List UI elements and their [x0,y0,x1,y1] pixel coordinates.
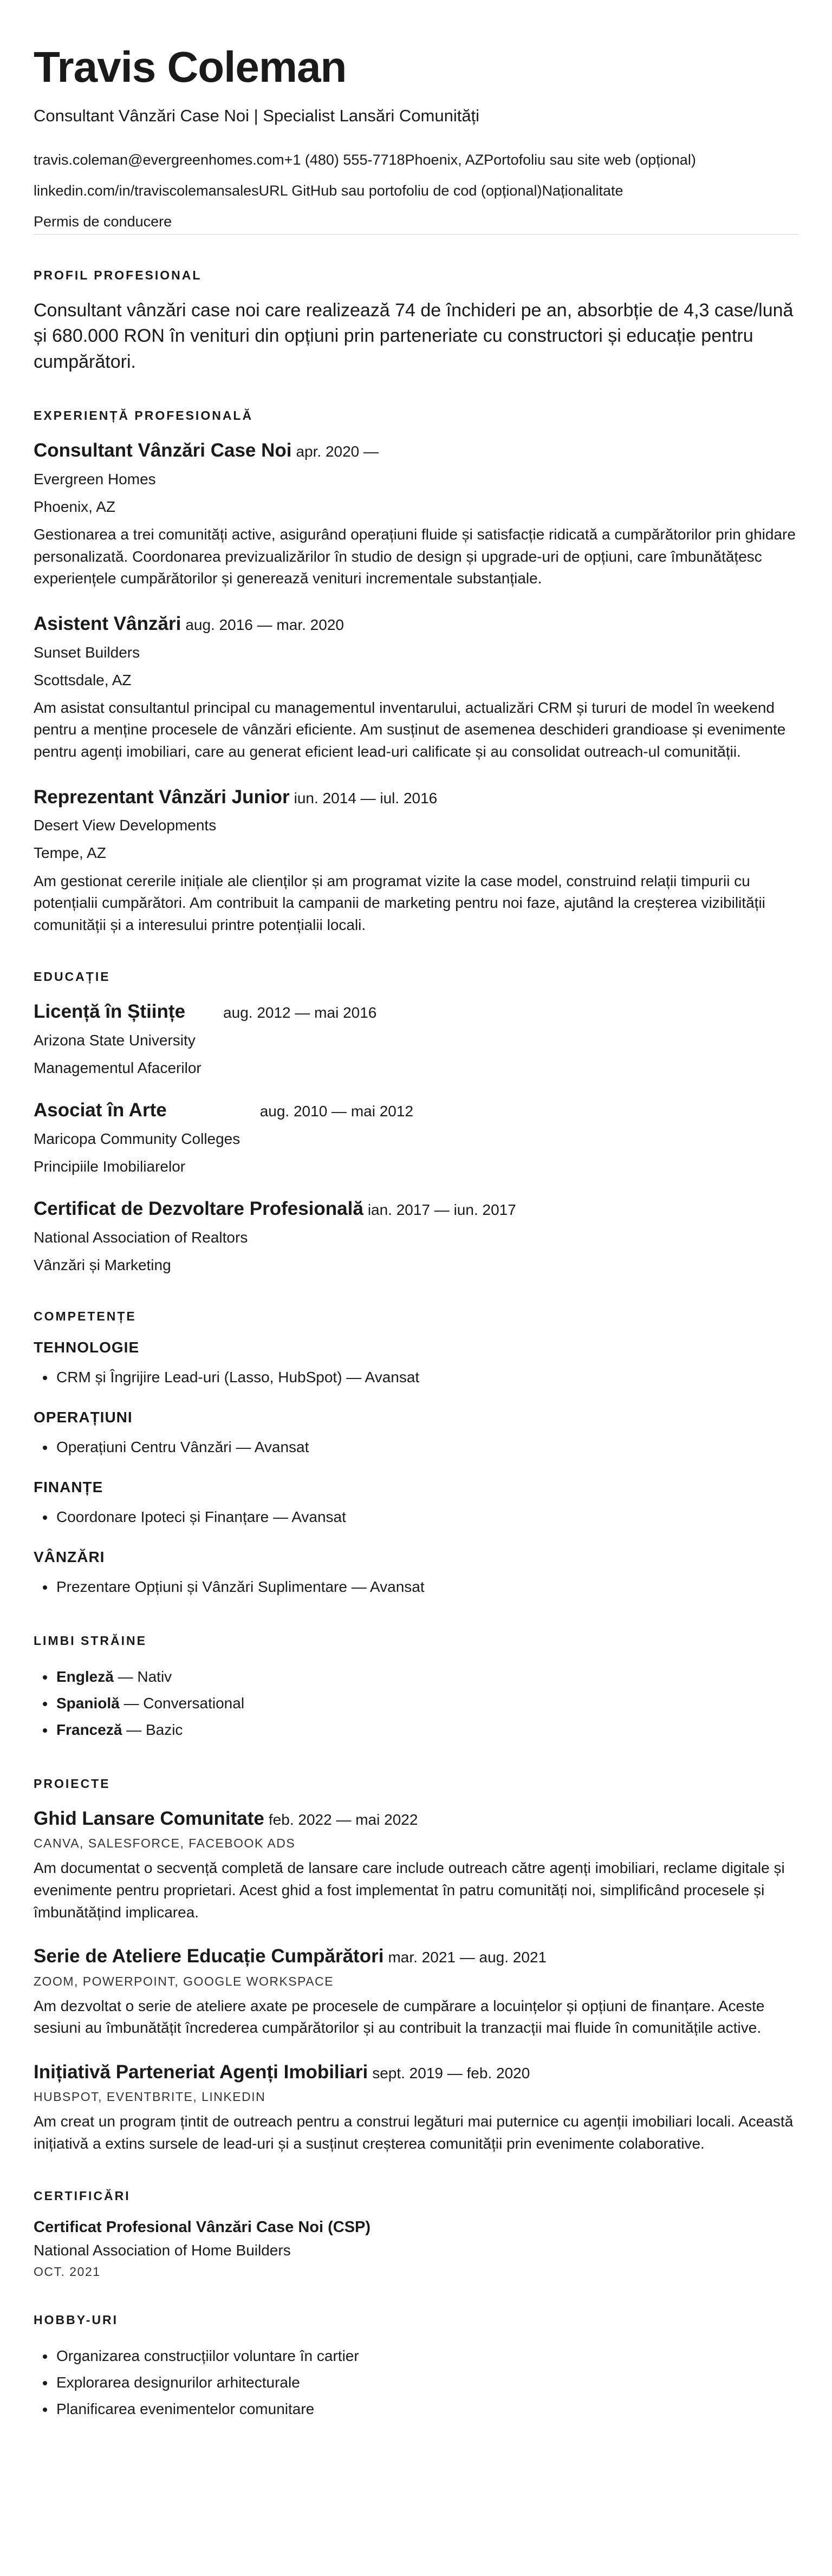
skills-section [34,1309,798,1600]
job-company: Evergreen Homes [34,470,156,487]
language-level: — Conversational [119,1694,245,1712]
skill-category-title: TEHNOLOGIE [34,1338,140,1356]
project-item [34,2060,798,2155]
languages-section [34,1634,798,1743]
skill-item: • Operațiuni Centru Vânzări — Avansat [55,1434,798,1460]
projects-heading: PROIECTE [34,1776,110,1791]
experience-item [34,612,798,763]
skill-list [34,1364,798,1390]
resume-header [34,45,798,235]
project-item [34,1806,798,1923]
skill-item: • Coordonare Ipoteci și Finanțare — Avansat [55,1504,798,1530]
language-name: Spaniolă [56,1694,120,1712]
projects-section [34,1777,798,2155]
hobby-list [34,2343,798,2422]
contact-line-3: Permis de conducere [34,213,172,230]
project-date: sept. 2019 — feb. 2020 [372,2064,530,2081]
project-tech: ZOOM, POWERPOINT, GOOGLE WORKSPACE [34,1974,334,1988]
summary-text: Consultant vânzări case noi care realizează 74 de închideri pe an, absorbție de 4,3 case/lună și 680.000 RON în venituri din opțiuni prin parteneriate cu constructori și educație pentru cumpărători. [34,300,794,372]
experience-item [34,785,798,936]
project-title: Ghid Lansare Comunitate [34,1807,264,1829]
contact-line-1: travis.coleman@evergreenhomes.com+1 (480) 555-7718Phoenix, AZPortofoliu sau site web (opțional) [34,152,696,168]
skill-category-title: FINANȚE [34,1478,103,1495]
degree-title: Licență în Științe [34,1001,186,1023]
skill-list [34,1504,798,1530]
job-description: Gestionarea a trei comunități active, asigurând operațiuni fluide și satisfacție ridicată a cumpărătorilor prin ghidare personalizată. Coordonarea previzualizărilor în studio de design și upgrade-uri de opțiuni, care îmbunătățesc experiențele cumpărătorilor și generează venituri incrementale substanțiale. [34,526,796,587]
contact-line-2: linkedin.com/in/traviscolemansalesURL GitHub sau portofoliu de cod (opțional)Naționalitate [34,183,623,199]
school-name: National Association of Realtors [34,1228,248,1246]
job-description: Am gestionat cererile inițiale ale clienților și am programat vizite la case model, construind relații timpurii cu potențialii cumpărători. Am contribuit la campanii de marketing pentru noi faze, ajutând la creșterea vizibilității comunității și a interesului printre potențialii locali. [34,872,765,933]
study-field: Vânzări și Marketing [34,1256,171,1273]
project-date: mar. 2021 — aug. 2021 [388,1949,547,1966]
job-description: Am asistat consultantul principal cu managementul inventarului, actualizări CRM și tururi de model în weekend pentru a menține procesele de vânzări eficiente. Am susținut de asemenea deschideri grandioase și evenimente pentru agenți imobiliari, care au generat eficient lead-uri calificate și au consolidat outreach-ul comunității. [34,699,786,760]
skill-item: • Prezentare Opțiuni și Vânzări Suplimentare — Avansat [55,1573,798,1600]
skill-category-title: OPERAȚIUNI [34,1408,133,1426]
education-item [34,1196,798,1276]
education-section [34,970,798,1276]
project-tech: HUBSPOT, EVENTBRITE, LINKEDIN [34,2090,266,2104]
job-location: Scottsdale, AZ [34,671,132,688]
education-item [34,999,798,1078]
job-date: iun. 2014 — iul. 2016 [294,789,438,806]
degree-title: Certificat de Dezvoltare Profesională [34,1198,363,1220]
certification-name: Certificat Profesional Vânzări Case Noi (CSP) [34,2218,371,2236]
experience-section [34,408,798,936]
candidate-name: Travis Coleman [34,43,347,91]
degree-title: Asociat în Arte [34,1100,167,1121]
skill-category-title: VÂNZĂRI [34,1548,105,1565]
hobbies-section [34,2313,798,2422]
skill-list [34,1434,798,1460]
summary-section [34,268,798,375]
candidate-headline: Consultant Vânzări Case Noi | Specialist Lansări Comunități [34,106,480,125]
certification-date: OCT. 2021 [34,2264,101,2279]
project-date: feb. 2022 — mai 2022 [268,1811,418,1828]
study-field: Principiile Imobiliarelor [34,1157,186,1175]
language-item [55,1716,798,1743]
project-tech: CANVA, SALESFORCE, FACEBOOK ADS [34,1836,296,1851]
language-name: Franceză [56,1721,122,1738]
skills-heading: COMPETENȚE [34,1309,136,1323]
project-description: Am documentat o secvență completă de lansare care include outreach către agenți imobiliari, reclame digitale și evenimente pentru proprietari. Acest ghid a fost implementat în patru comunități noi, simplificând procesele și îmbunătățind implicarea. [34,1859,785,1921]
certification-issuer: National Association of Home Builders [34,2241,291,2259]
education-item [34,1098,798,1177]
language-list [34,1663,798,1743]
language-item [55,1663,798,1690]
certifications-section [34,2189,798,2279]
languages-heading: LIMBI STRĂINE [34,1633,147,1648]
hobby-item: • Explorarea designurilor arhitecturale [55,2369,798,2396]
hobby-item: • Planificarea evenimentelor comunitare [55,2396,798,2422]
project-title: Serie de Ateliere Educație Cumpărători [34,1946,384,1967]
language-level: — Nativ [113,1668,172,1685]
school-name: Maricopa Community Colleges [34,1130,240,1147]
project-title: Inițiativă Parteneriat Agenți Imobiliari [34,2061,368,2083]
skill-list [34,1573,798,1600]
job-title: Asistent Vânzări [34,613,181,635]
header-divider [34,234,798,235]
degree-date: aug. 2012 — mai 2016 [223,1004,377,1022]
job-company: Desert View Developments [34,817,217,834]
language-level: — Bazic [122,1721,183,1738]
language-name: Engleză [56,1668,114,1685]
degree-date: aug. 2010 — mai 2012 [259,1103,414,1120]
job-title: Consultant Vânzări Case Noi [34,440,292,461]
job-location: Tempe, AZ [34,844,106,862]
hobbies-heading: HOBBY-URI [34,2312,119,2327]
language-item [55,1690,798,1716]
job-title: Reprezentant Vânzări Junior [34,786,290,808]
skill-item: • CRM și Îngrijire Lead-uri (Lasso, HubSpot) — Avansat [55,1364,798,1390]
job-location: Phoenix, AZ [34,498,115,516]
school-name: Arizona State University [34,1031,196,1049]
certifications-heading: CERTIFICĂRI [34,2188,131,2203]
experience-heading: EXPERIENȚĂ PROFESIONALĂ [34,408,253,423]
project-item [34,1944,798,2039]
summary-heading: PROFIL PROFESIONAL [34,268,202,282]
project-description: Am creat un program țintit de outreach pentru a construi legături mai puternice cu agenții imobiliari locali. Această inițiativă a extins sursele de lead-uri și a susținut creșterea comunității prin evenimente colaborative. [34,2113,794,2152]
education-heading: EDUCAȚIE [34,970,110,984]
hobby-item: • Organizarea construcțiilor voluntare în cartier [55,2343,798,2369]
job-date: apr. 2020 — [296,443,379,460]
job-company: Sunset Builders [34,643,140,661]
certification-item [34,2219,798,2279]
experience-item [34,438,798,590]
project-description: Am dezvoltat o serie de ateliere axate pe procesele de cumpărare a locuințelor și opțiuni de finanțare. Aceste sesiuni au îmbunătățit încrederea cumpărătorilor și au contribuit la tranzacții mai fluide în comunitățile active. [34,1997,765,2037]
degree-date: ian. 2017 — iun. 2017 [367,1201,516,1219]
study-field: Managementul Afacerilor [34,1059,202,1077]
job-date: aug. 2016 — mar. 2020 [185,616,344,634]
